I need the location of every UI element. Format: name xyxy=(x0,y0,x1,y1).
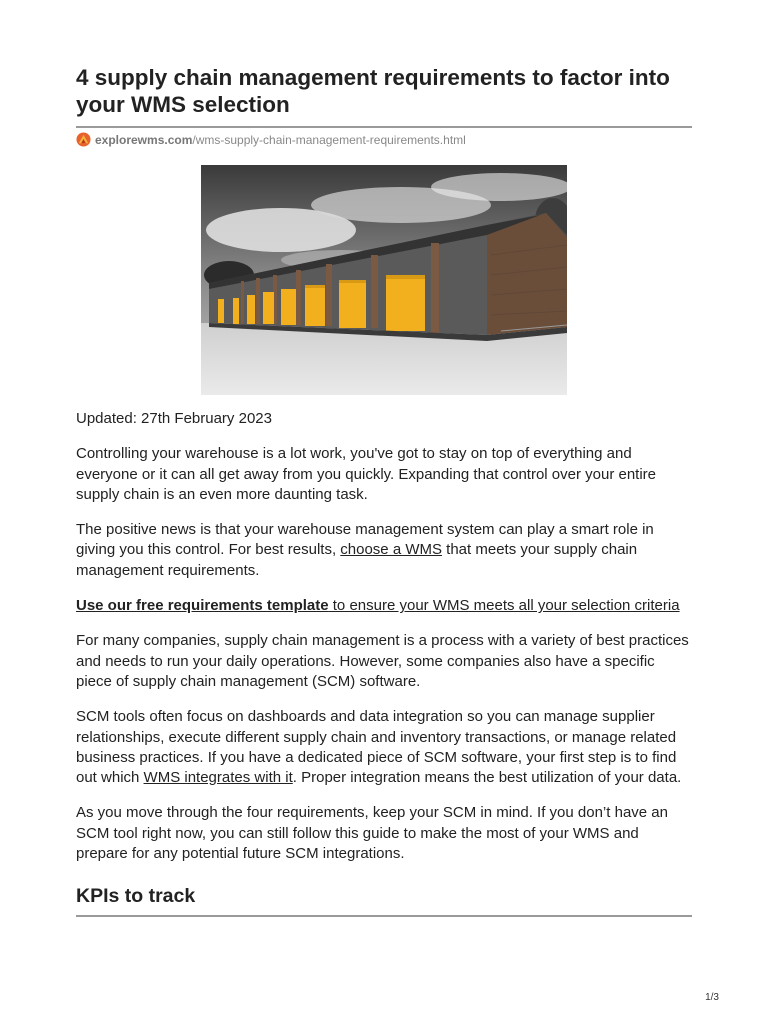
requirements-template-cta[interactable] xyxy=(76,596,692,616)
paragraph-text: SCM tools often focus on dashboards and data integration so you can manage supplier relationships, execute different supply chain and inventory transactions, or manage related business practices. If you have a dedicated piece of SCM software, your first step is to find out which xyxy=(76,708,677,787)
source-domain: explorewms.com xyxy=(95,132,193,147)
wms-integrates-link[interactable]: WMS integrates with it xyxy=(143,769,293,787)
source-path: /wms-supply-chain-management-requirements.html xyxy=(192,132,466,147)
paragraph-scm-tools xyxy=(76,707,692,788)
paragraph-text: that meets your supply chain management requirements. xyxy=(76,541,638,579)
source-url[interactable] xyxy=(76,132,692,147)
page-number: 1/3 xyxy=(705,992,719,1003)
explorewms-favicon-icon xyxy=(76,132,91,147)
paragraph-text: . Proper integration means the best utilization of your data. xyxy=(292,769,682,787)
updated-date: Updated: 27th February 2023 xyxy=(76,410,272,427)
warehouse-photo xyxy=(201,165,567,395)
paragraph-intro: Controlling your warehouse is a lot work, you've got to stay on top of everything and everyone or it can all get away from you quickly. Expanding that control over your entire supply chain is an even more daunting task. xyxy=(76,445,657,503)
title-divider xyxy=(76,126,692,128)
paragraph-scm-process: For many companies, supply chain management is a process with a variety of best practices and needs to run your daily operations. However, some companies also have a specific piece of supply chain management (SCM) software. xyxy=(76,632,689,690)
choose-wms-link[interactable]: choose a WMS xyxy=(340,541,442,559)
paragraph-four-requirements: As you move through the four requirements, keep your SCM in mind. If you don’t have an SCM tool right now, you can still follow this guide to make the most of your WMS and prepare for any potential future SCM integrations. xyxy=(76,804,668,863)
article xyxy=(76,64,692,917)
article-title: 4 supply chain management requirements to factor into your WMS selection xyxy=(76,65,670,117)
paragraph-text: The positive news is that your warehouse management system can play a smart role in giving you this control. For best results, xyxy=(76,521,654,559)
section-heading-kpis: KPIs to track xyxy=(76,885,196,908)
requirements-template-link[interactable] xyxy=(76,597,680,614)
section-divider xyxy=(76,915,692,917)
cta-rest-text: to ensure your WMS meets all your selection criteria xyxy=(328,597,680,615)
paragraph-positive-news xyxy=(76,520,692,581)
cta-bold-text: Use our free requirements template xyxy=(76,597,329,615)
